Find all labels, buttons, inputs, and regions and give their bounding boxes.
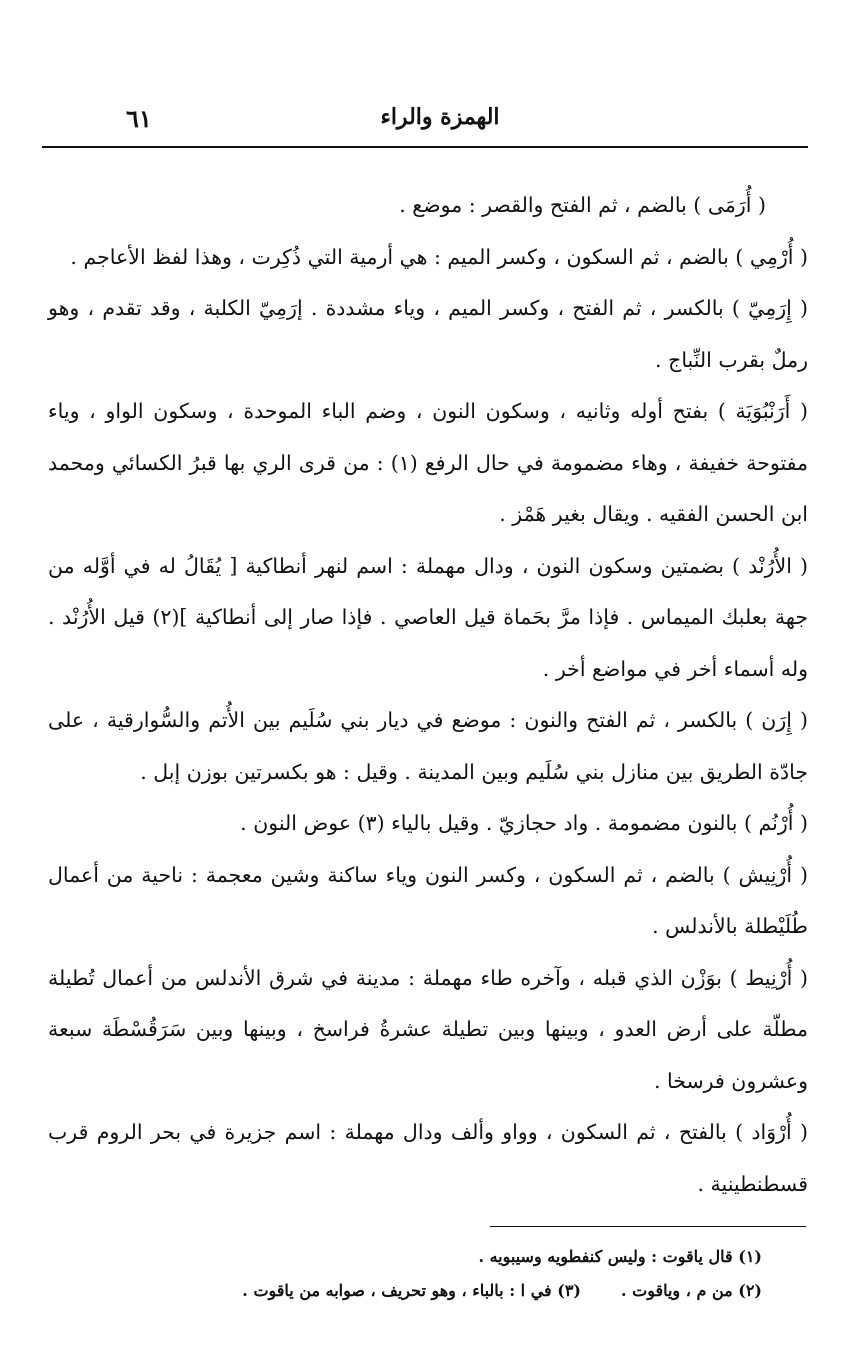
footnote-3: (٣) في ا : بالباء ، وهو تحريف ، صوابه من ياقوت . [242,1281,581,1300]
footnotes [48,1240,762,1308]
entry-al-urund: ( الأُرُنْد ) بضمتين وسكون النون ، ودال مهملة : اسم لنهر أنطاكية [ يُقَالُ له في أوَّله من جهة بعلبك الميماس . فإذا مرَّ بحَماة قيل العاصي . فإذا صار إلى أنطاكية ](٢) قيل الأُرُنْد . وله أسماء أخر في مواضع أخر . [48,553,809,681]
page-header [40,100,810,142]
entry-iramiyy: ( إِرَمِيّ ) بالكسر ، ثم الفتح ، وكسر الميم ، وياء مشددة . إرَمِيّ الكلبة ، وقد تقدم ، وهو رملٌ بقرب النِّباج . [48,296,808,372]
page-number: ٦١ [126,104,152,133]
entry-arwad: ( أُرْوَاد ) بالفتح ، ثم السكون ، وواو وألف ودال مهملة : اسم جزيرة في بحر الروم قرب قسطنطينية . [48,1120,808,1196]
entry-urnit: ( أُرْنِيط ) بوَزْن الذي قبله ، وآخره طاء مهملة : مدينة في شرق الأندلس من أعمال تُطيلة مطلّة على أرض العدو ، وبينها وبين تطيلة عشرةُ فراسخ ، وبينها وبين سَرَقُسْطَة سبعة وعشرون فرسخا . [48,965,808,1093]
header-divider [42,146,808,148]
entry-iran: ( إِرَن ) بالكسر ، ثم الفتح والنون : موضع في ديار بني سُلَيم بين الأُتم والسُّوارقية ، على جادّة الطريق بين منازل بني سُلَيم وبين المدينة . وقيل : هو بكسرتين بوزن إبل . [48,708,808,784]
entry-urnum: ( أُرْنُم ) بالنون مضمومة . واد حجازيّ . وقيل بالياء (٣) عوض النون . [240,811,808,835]
entry-arnabuwayah: ( أَرَنْبُوَيَة ) بفتح أوله وثانيه ، وسكون النون ، وضم الباء الموحدة ، وسكون الواو ، وياء مفتوحة خفيفة ، وهاء مضمومة في حال الرفع (١) : من قرى الري بها قبرُ الكسائي ومحمد ابن الحسن الفقيه . ويقال بغير هَمْز . [48,399,808,526]
footnote-2: (٢) من م ، وياقوت . [620,1281,762,1300]
dictionary-entries [48,180,808,1210]
footnote-divider [490,1226,806,1227]
entry-urnish: ( أُرْنِيش ) بالضم ، ثم السكون ، وكسر النون وياء ساكنة وشين معجمة : ناحية من أعمال طُلَيْطلة بالأندلس . [48,862,808,938]
entry-arama: ( أُرَمَى ) بالضم ، ثم الفتح والقصر : موضع . [399,193,766,217]
entry-armi: ( أُرْمِي ) بالضم ، ثم السكون ، وكسر الميم : هي أرمية التي ذُكِرت ، وهذا لفظ الأعاجم . [70,244,808,269]
footnote-line-2 [48,1274,762,1308]
footnote-1: (١) قال ياقوت : وليس كنفطويه وسيبويه . [478,1247,762,1266]
page-title: الهمزة والراء [380,104,500,130]
